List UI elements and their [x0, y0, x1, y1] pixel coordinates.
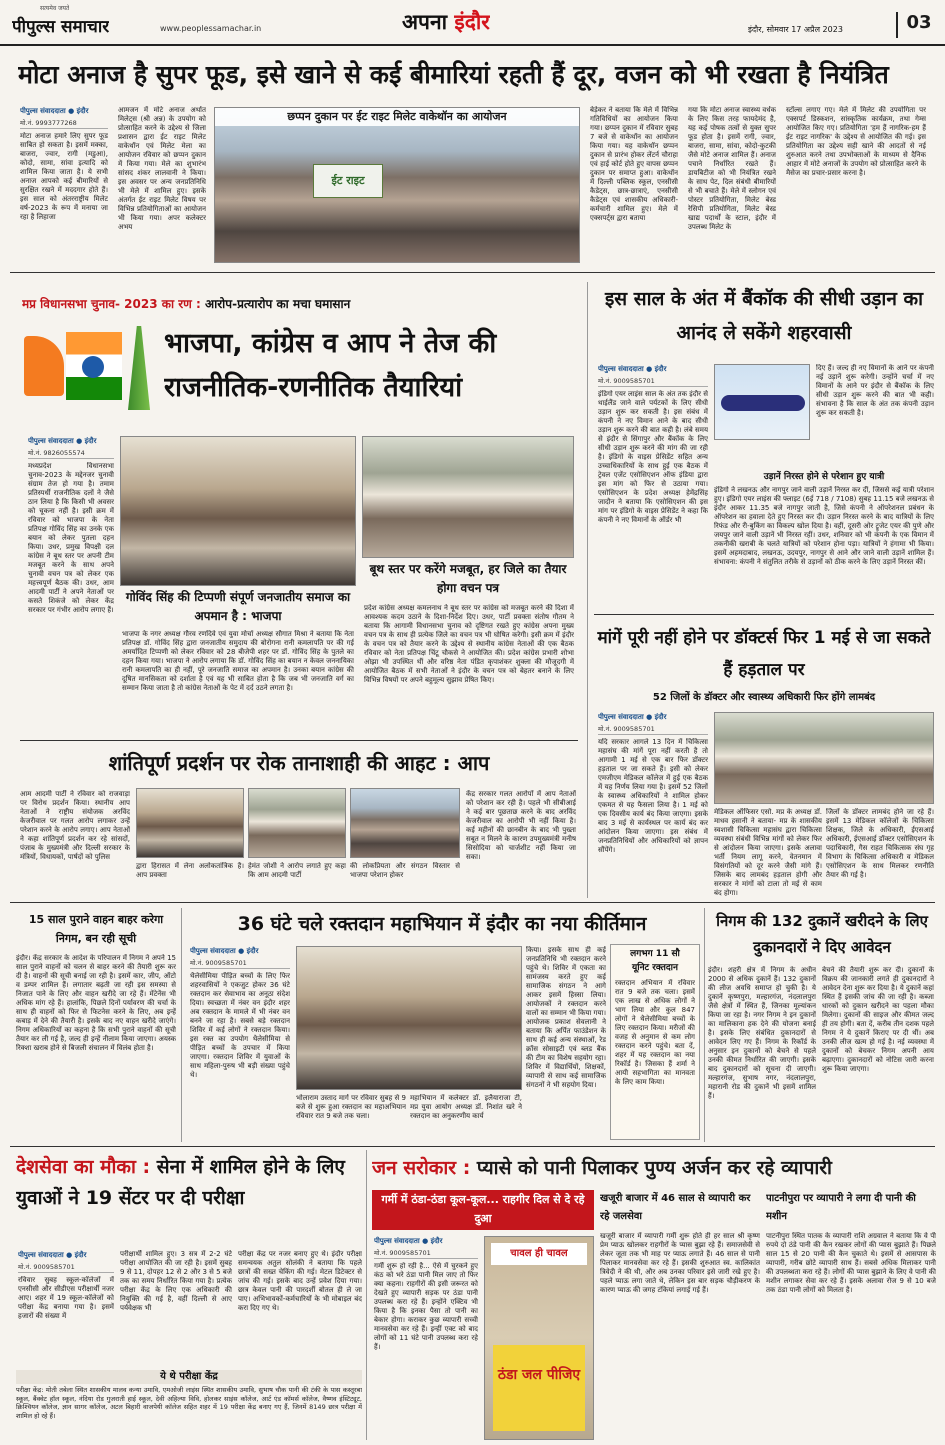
doctors-subhead: 52 जिलों के डॉक्टर और स्वास्थ्य अधिकारी फिर होंगे लामबंद [652, 692, 876, 703]
bjp-protest-photo [120, 436, 356, 586]
election-headline: भाजपा, कांग्रेस व आप ने तेज की राजनीतिक-रणनीतिक तैयारियां [164, 328, 497, 403]
army-col3: परीक्षा केंद्र पर नजर बनाए हुए थे। इंदौर परीक्षा समन्वयक अतुल सोलंकी ने बताया कि पहले छात्रों की सख्त चेकिंग की गई। मेटल डिटेक्टर से जांच की गई। इसके बाद उन्हें प्रवेश दिया गया। छात्र केवल पानी की पारदर्शी बोतल ही ले जा पाए। अभिभावकों-कर्मचारियों के भी मोबाइल बंद करा दिए गए थे। [238, 1250, 362, 1312]
paper-name: पीपुल्स समाचार [12, 17, 110, 37]
bangkok-subhead: उड़ानें निरस्त होने से परेशान हुए यात्री [763, 472, 885, 482]
aap-col2: केंद्र सरकार गलत आरोपों में आप नेताओं को परेशान कर रही है। पहले भी सीबीआई ने कई बार पूछताछ करने के बाद अरविंद केजरीवाल का आरोपी भी नहीं किया है। कई महीनों की छानबीन के बाद भी पुख्ता सबूत न मिलने के कारण उपमुख्यमंत्री मनीष सिसोदिया को चार्जशीट नहीं किया जा सका। [466, 790, 576, 861]
army-byline: पीपुल्स संवाददाता ● इंदौर [18, 1251, 87, 1259]
election-byline: पीपुल्स संवाददाता ● इंदौर [28, 437, 97, 445]
lead-col4: गया कि मोटा अनाज स्वास्थ्य वर्धक के लिए किस तरह फायदेमंद है, यह कई पोषक तत्वों से युक्त सुपर फूड होता है। इसमें रागी, ज्वार, बाजरा, सामा, सांवा, कोदो-कुटकी जैसे मोटे अनाज शामिल हैं। अनाज पचाने निर्धारित रखते हैं। डायबिटीज को भी नियंत्रित रखने के साथ पेट, दिल संबंधी बीमारियों से भी बचाते हैं। मेले में स्लोगन एवं पोस्टर प्रतियोगिता, मिलेट बेस्ड रेसिपी प्रतियोगिता, मिलेट बेस्ड खाद्य पदार्थों के स्टाल, इंदौर में उपलब्ध मिलेट के [688, 106, 776, 231]
divider [587, 282, 588, 898]
blood-caption-1: भोलाराम उस्ताद मार्ग पर रविवार सुबह से 9 बजे से शुरू हुआ रक्तदान का महाअभियान रविवार रात 9 बजे तक चला। [296, 1094, 406, 1120]
election-kicker [22, 294, 577, 316]
hand-icon [82, 356, 104, 378]
bangkok-col1: इंडिगो एयर लाइंस साल के अंत तक इंदौर से थाईलैंड जाने वाले पर्यटकों के लिए सीधी उड़ान शुरू कर सकती है। इस संबंध में कंपनी ने नए विमान आने के बाद सीधी उड़ान शुरू करने की बात कही है। लंबे समय से इंदौर से सिंगापुर और बैंकॉक के लिए सीधी उड़ान शुरू करने की मांग की जा रही है। इंडिगो के वाइस प्रेसिडेंट सहित अन्य उच्चाधिकारियों के साथ हुई एक बैठक में ट्रेवल एजेंट एसोसिएशन ऑफ इंडिया द्वारा इस मांग को फिर से उठाया गया। एसोसिएशन के प्रदेश अध्यक्ष हेमेंद्रसिंह जादौन ने बताया कि एसोसिएशन की इस मांग पर इंडिगो के वाइस प्रेसिडेंट ने कहा कि कंपनी ने नए विमानों के ऑर्डर भी [598, 390, 708, 524]
army-headline [16, 1152, 362, 1242]
doctors-byline: पीपुल्स संवाददाता ● इंदौर [598, 713, 667, 721]
jansarokar-col1: गर्मी शुरू हो रही है... ऐसे में चुरकने हुए कंठ को भरे ठंडा पानी मिल जाए तो फिर क्या कहना। राहगीरों की इसी जरूरत को देखते हुए व्यापारी सड़क पर ठंडा पानी उपलब्ध करा रहे हैं। इन्होंने एक्टिव भी किया है कि इनका पैसा तो पानी का बेकार होगा। कराकर कुछ व्यापारी सच्ची मानवसेवा कर रहे हैं। इन्हीं एक्ट को बाद लोगों को 11 घंटे पानी उपलब्ध करा रहे हैं। [374, 1262, 478, 1351]
jansarokar-sub1: गर्मी में ठंडा-ठंडा कूल-कूल... राहगीर दिल से दे रहे दुआ [372, 1190, 594, 1230]
army-col1: रविवार सुबह स्कूल-कॉलेजों में एनसीसी और सीडीएस परीक्षार्थी नजर आए। शहर में 19 स्कूल-कॉलेजों को परीक्षा केंद्र बनाया गया है। इसमें हजारों की संख्या में [18, 1276, 114, 1320]
aap-photo-1 [136, 788, 244, 858]
broom-icon [128, 326, 150, 410]
jansarokar-sub2: खजूरी बाजार में 46 साल से व्यापारी कर रहे जलसेवा [600, 1193, 751, 1222]
blood-col2: किया। इसके साथ ही कई जनप्रतिनिधि भी रक्तदान करने पहुंचे थे। शिविर में एकता का सामंजस्य करते हुए कई सामाजिक संगठन ने आगे आकर इसमें हिस्सा लिया। आयोजकों ने रक्तदान करने वालों का सम्मान भी किया गया। आयोजक प्रकाश सेवलानी ने बताया कि अर्पित फाउंडेशन के साथ ही कई अन्य संस्थाओं, रेड क्रॉस सोसाइटी एवं ब्लड बैंक की टीम का विशेष सहयोग रहा। शिविर में विद्यार्थियों, शिक्षकों, व्यापारी से साथ कई सामाजिक संगठनों ने भी सहयोग दिया। [526, 946, 606, 1089]
rice-shop-sign: चावल ही चावल [491, 1243, 587, 1265]
section-prefix: अपना [402, 10, 448, 34]
aap-photo-2 [248, 788, 346, 858]
blood-donation-photo [296, 946, 522, 1090]
jansarokar-col2: खजूरी बाजार में व्यापारी गर्मी शुरू होते ही हर साल श्री कृष्ण प्रेम प्याऊ खोलकर राहगीरों के प्यास बुझा रहे हैं। समाजसेवी से लेकर जूता तक भी माह पर प्याऊ लगाते हैं। 46 साल से पानी पिलाकर मानवसेवा कर रहे हैं। इसकी शुरुआत स्व. कालिकांत त्रिवेदी ने की थी, और अब उनका परिवार इसे जारी रखे हुए है। पहले प्याऊ लगा जाते थे, लेकिन इस बार सड़क चौड़ीकरण के कारण प्याऊ की जगह टंकियां लगाई गई हैं। [600, 1232, 760, 1294]
army-col2: परीक्षार्थी शामिल हुए। 3 सत्र में 2-2 घंटे परीक्षा आयोजित की जा रही है। इसमें सुबह 9 से 11, दोपहर 12 से 2 और 3 से 5 बजे तक का समय निर्धारित किया गया है। प्रत्येक परीक्षा केंद्र के लिए एक अधिकारी की नियुक्ति की गई है, वहीं दिल्ली से आए पर्यवेक्षक भी [120, 1250, 232, 1312]
lead-col3: बेड़ेकर ने बताया कि मेले में विभिन्न गतिविधियों का आयोजन किया गया। छप्पन दुकान में रविवार सुबह 7 बजे से वाकेथॉन का आयोजन किया गया। यह वाकेथॉन छप्पन दुकान से प्रारंभ होकर लेंटर्न चौराहा एवं हाई कोर्ट होते हुए वापस छप्पन दुकान पर समाप्त हुआ। वाकेथॉन में दिल्ली पब्लिक स्कूल, एनसीसी कैडेट्स, छात्र-छात्राएं, एनसीसी कैडेट्स एवं शासकीय अधिकारी-कर्मचारी शामिल हुए। मेले में एक्सपर्ट्स द्वारा बताया [590, 106, 678, 222]
indigo-plane-photo [714, 364, 810, 440]
lead-byline: पीपुल्स संवाददाता ● इंदौर [20, 107, 89, 115]
bangkok-headline: इस साल के अंत में बैंकॉक की सीधी उड़ान का आनंद ले सकेंगे शहरवासी [604, 288, 924, 344]
jansarokar-col3: पाटनीपुरा स्थित पातक के व्यापारी राशि अग्रवाल ने बताया कि वे पी रुपये दो ठंडे पानी की कैन रखकर लोगों की प्यास बुझाते हैं। पिछले साल 15 से 20 पानी की कैन चुकाते थे। इसमें से आसपास के व्यापारी, गरीब छोटे व्यापारी साथ हैं। सबसे अधिक मिलाकर पानी की उपलब्धता करा रहे हैं। लोगों की प्यास बुझाने के लिए वे पानी की मशीन लगाकर सेवा कर रहे हैं। इसके अलावा रोज 9 से 10 बजे तक ठंडा पानी लोगों को मिलता है। [766, 1232, 936, 1294]
jansarokar-sub3: पाटनीपुरा पर व्यापारी ने लगा दी पानी की मशीन [766, 1193, 916, 1222]
bangkok-col3: इंडिगो ने लखनऊ और नागपुर जाने वाली उड़ानें निरस्त कर दीं, जिससे कई यात्री परेशान हुए। इंडिगो एयर लाइंस की फ्लाइट (6ई 718 / 7108) सुबह 11.15 बजे लखनऊ से इंदौर आकर 11.35 बजे नागपुर जाती है, जिसे कंपनी ने ऑपरेशनल प्रबंधन के ऑपरेशन का हवाला देते हुए निरस्त कर दी। उड़ान निरस्त करने के बाद यात्रियों के लिए रिफंड और री-बुकिंग का विकल्प खोल दिया है। वहीं, दूसरी ओर ट्रूजेट एयर की पुणे और जयपुर जाने वाली उड़ानें भी निरस्त रहीं। उधर, शनिवार को भी कंपनी के एक विमान में तकनीकी खराबी के चलते यात्रियों को परेशान होना पड़ा। यात्रियों ने हंगामा भी किया। इसमें अहमदाबाद, लखनऊ, उदयपुर, नागपुर से आने और जाने वाली उड़ानें शामिल हैं। संभावना: कंपनी ने संतुलित तरीके से उड़ानों को ठीक करने के लिए उड़ानें निरस्त कीं। [714, 486, 934, 566]
lead-col2: आमजन में मोटे अनाज अर्थात मिलेट्स (श्री अन्न) के उपयोग को प्रोत्साहित करने के उद्देश्य से जिला प्रशासन द्वारा ईट राइट मिलेट वाकेथॉन एवं मिलेट मेला का आयोजन रविवार को छप्पन दुकान में किया गया। मेले का शुभारंभ सांसद शंकर लालवानी ने किया। इस अवसर पर अन्य जनप्रतिनिधि भी मेले में शामिल हुए। इसके अंतर्गत ईट राइट मिलेट विषय पर विभिन्न प्रतियोगिताओं का आयोजन भी किया गया। अपर कलेक्टर अभय [118, 106, 206, 231]
election-kicker-right: आरोप-प्रत्यारोप का मचा घमासान [205, 297, 351, 311]
divider [10, 1146, 935, 1147]
divider [20, 740, 578, 741]
army-mobile: मो.नं. 9009585701 [18, 1263, 114, 1273]
aap-col1: आम आदमी पार्टी ने रविवार को राजवाड़ा पर विरोध प्रदर्शन किया। स्थानीय आप नेताओं ने राष्ट्रीय संयोजक अरविंद केजरीवाल पर गलत आरोप लगाकर उन्हें परेशान करने के आरोप लगाए। आप नेताओं ने कहा शांतिपूर्ण प्रदर्शन कर रहे सांसदों, पंजाब के मुख्यमंत्री और दिल्ली सरकार के मंत्रियों, विधायकों, पार्षदों को पुलिस [20, 790, 130, 861]
doctors-mobile: मो.नं. 9009585701 [598, 725, 708, 735]
divider [594, 614, 934, 615]
divider [181, 908, 182, 1142]
lead-col1: मोटा अनाज हमारे लिए सुपर फूड साबित हो सकता है। इसमें मक्का, बाजरा, ज्वार, रागी (मडुआ), कोदो, सामा, सांवा इत्यादि को शामिल किया जाता है। ये सभी अनाज आपको कई बीमारियों से सुरक्षित रखने में मददगार होते हैं। इस साल को अंतरराष्ट्रीय मिलेट वर्ष-2023 के रूप में मनाया जा रहा है लिहाजा [20, 132, 108, 221]
doctors-caption: मेडिकल ऑफिसर एसो. मप्र के अध्यक्ष डॉ. माधव हसानी ने बताया- मप्र के शासकीय स्वशासी चिकित्सा महासंघ द्वारा चिकित्सा व्यवस्था संबंधी विभिन्न मांगों को लेकर फिर से आंदोलन किया जाएगा। इसके अलावा भर्ती नियम लागू करने, वेतनमान में विसंगतियों को दूर करने जैसी मांगे हैं। जिसके बाद लामबंद हड़ताल होगी और सरकार ने मांगों को टाला तो मई से काम बंद होगा। [714, 808, 822, 896]
election-kicker-left: मप्र विधानसभा चुनाव- 2023 का रण : [22, 297, 201, 311]
doctors-photo [714, 712, 934, 804]
election-party-flags [20, 322, 160, 414]
blood-stat-box [610, 944, 700, 1140]
lead-photo-banner: ईट राइट [313, 164, 383, 198]
bangkok-mobile: मो.नं. 9009585701 [598, 377, 708, 387]
blood-mobile: मो.नं. 9009585701 [190, 959, 290, 969]
doctors-col2: जिलों के डॉक्टर लामबंद होने जा रहे हैं। इसमें 13 मेडिकल कॉलेजों के चिकित्सा शिक्षक, जिले के अधिकारी, ईएसआई अधिकारी, ईएसआई डॉक्टर एसोसिएशन के पदाधिकारी, गैस राहत चिकित्सक संघ गृह विभाग के चिकित्सा अधिकारी व मेडिकल एसोसिएशन के साथ मिलकर रणनीति तैयार की गई है। [826, 808, 934, 879]
bjp-flag [24, 336, 64, 396]
blood-byline: पीपुल्स संवाददाता ● इंदौर [190, 947, 259, 955]
bangkok-col2: दिए हैं। जल्द ही नए विमानों के आने पर कंपनी नई उड़ानें शुरू करेगी। उन्होंने चर्चा में नए विमानों के आने पर इंदौर से बैंकॉक के लिए सीधी उड़ान शुरू करने की बात भी कही। संभावना है कि साल के अंत तक कंपनी उड़ान शुरू कर सकती है। [816, 364, 934, 417]
aap-caption-3: की लोकप्रियता और संगठन विस्तार से भाजपा परेशान होकर [350, 862, 460, 879]
army-centers-title: ये थे परीक्षा केंद्र [16, 1370, 362, 1384]
masthead [0, 0, 945, 46]
shops-col1: इंदौर। शहरी क्षेत्र में निगम के अधीन 2000 से अधिक दुकानें हैं। 132 दुकानों की लीज अवधि समाप्त हो चुकी है। ये दुकानें कृष्णपुरा, मल्हारगंज, नंदलालपुरा जैसे क्षेत्रों में स्थित हैं, जिनका मूल्यांकन किया जा रहा है। नगर निगम ने इन दुकानों का मालिकाना हक देने की योजना बनाई है। इसके लिए संबंधित दुकानदारों से आवेदन लिए गए हैं। निगम के रिकॉर्ड के अनुसार इन दुकानों को बेचने से पहले उनकी कीमत निर्धारित की जाएगी। इसके बाद दुकानदारों को सूचना दी जाएगी। मल्हारगंज, सुभाष नगर, नंदलालपुरा, महारानी रोड की दुकानें भी इसमें शामिल हैं। [708, 966, 816, 1100]
army-kicker: देशसेवा का मौका : [16, 1156, 151, 1178]
aap-headline: शांतिपूर्ण प्रदर्शन पर रोक तानाशाही की आहट : आप [108, 751, 490, 775]
section-city: इंदौर [454, 10, 490, 34]
shops-col2: बेचने की तैयारी शुरू कर दी। दुकानों के विक्रय की जानकारी लगते ही दुकानदारों ने आवेदन देना शुरू कर दिया है। ये दुकानें कहां स्थित हैं इसकी जांच की जा रही है। कब्जा धारकों को दुकान खरीदने का पहला मौका मिलेगा। दुकानों की साइज और कीमत जल्द ही तय होगी। बता दें, करीब तीन दशक पहले निगम ने ये दुकानें किराए पर दी थीं। अब उनकी लीज खत्म हो गई है। नई व्यवस्था में दुकानों को बेचकर निगम अपनी आय बढ़ाएगा। दुकानदारों को नोटिस जारी करना शुरू किया जाएगा। [822, 966, 934, 1073]
lead-headline: मोटा अनाज है सुपर फूड, इसे खाने से कई बीमारियां रहती हैं दूर, वजन को भी रखता है नियंत्रित [18, 60, 889, 89]
dateline: इंदौर, सोमवार 17 अप्रैल 2023 [748, 25, 843, 34]
paper-tagline: सत्यमेव जयते [40, 5, 70, 12]
blood-caption-2: महाभियान में कलेक्टर डॉ. इलैयाराजा टी, मप्र युवा आयोग अध्यक्ष डॉ. निशांत खरे ने रक्तदान का अनुकरणीय कार्य [410, 1094, 522, 1120]
bangkok-byline: पीपुल्स संवाददाता ● इंदौर [598, 365, 667, 373]
jansarokar-headline-text: प्यासे को पानी पिलाकर पुण्य अर्जन कर रहे व्यापारी [476, 1157, 832, 1179]
jansarokar-kicker: जन सरोकार : [372, 1157, 471, 1179]
plane-icon [721, 395, 805, 411]
blood-stat-body: रक्तदान अभियान में रविवार रात 9 बजे तक चला। इसमें एक लाख से अधिक लोगों ने भाग लिया और कुल 847 लोगों ने थैलेसीमिया बच्चों के लिए रक्तदान किया। मरीजों की वजह से अनुमान से कम लोग रक्तदान करने पहुंचे। बता दें, शहर में यह रक्तदान का नया रिकॉर्ड है। जिसका हैं शर्मा ने आयी सहभागिता का मानवता के लिए काम किया। [615, 979, 695, 1086]
aap-caption-2: हेमंत जोशी ने आरोप लगाते हुए कहा कि आम आदमी पार्टी [248, 862, 346, 879]
congress-meeting-photo [362, 436, 574, 558]
section-title [402, 8, 490, 36]
lead-mobile: मो.नं. 9993777268 [20, 119, 108, 129]
divider [366, 1150, 367, 1440]
election-col2: भाजपा के नगर अध्यक्ष गौरव रणदिवे एवं युवा मोर्चा अध्यक्ष सौगात मिश्रा ने बताया कि नेता प्रतिपक्ष डॉ. गोविंद सिंह द्वारा जनजातीय समुदाय की बोरोगना रानी कमलापति पर की गई अमर्यादित टिप्पणी को लेकर रविवार को 28 बीजेपी शहर पर डॉ. गोविंद सिंह के पुतले का दहन किया गया। भाजपा ने आरोप लगाया कि डॉ. गोविंद सिंह का बयान न केवल जननायिका रानी कमलापति का ही नहीं, पूरे जनजाति समाज का अपमान है। उनका बयान कांग्रेस की दूषित मानसिकता को दर्शाता है एवं यह भी साबित होता है कि जब भी जनजाति वर्ग का सम्मान किया जाता है तो कांग्रेस नेताओं के पेट में दर्द उठने लगता है। [122, 630, 354, 692]
blood-stat-title-2: यूनिट रक्तदान [632, 963, 678, 973]
election-mobile: मो.नं. 9826055574 [28, 449, 114, 459]
page-number: 03 [896, 12, 940, 38]
doctors-col1: यदि सरकार आगले 13 दिन में चिकित्सा महासंघ की मांगें पूरा नहीं करती है तो आगामी 1 मई से एक बार फिर डॉक्टर हड़ताल पर जा सकते हैं। इसी को लेकर एमजीएम मेडिकल कॉलेज में हुई एक बैठक में यह निर्णय लिया गया है। इसमें 52 जिलों के स्वास्थ्य अधिकारियों ने शामिल होकर एकमत से यह फैसला लिया है। 1 मई को एक दिवसीय कार्य बंद किया जाएगा। इसके बाद 3 मई से कार्यस्थल पर कार्य बंद कर आंदोलन किया जाएगा। इस संबंध में जनप्रतिनिधियों और अधिकारियों को ज्ञापन सौंपेंगे। [598, 738, 708, 854]
jansarokar-byline: पीपुल्स संवाददाता ● इंदौर [374, 1237, 443, 1245]
jansarokar-headline [372, 1152, 936, 1186]
election-sub1: गोविंद सिंह की टिप्पणी संपूर्ण जनजातीय समाज का अपमान है : भाजपा [122, 588, 354, 628]
jansarokar-mobile: मो.नं. 9009585701 [374, 1249, 478, 1259]
lead-photo [214, 107, 580, 263]
water-cooler-photo [484, 1236, 594, 1440]
doctors-headline: मांगें पूरी नहीं होने पर डॉक्टर्स फिर 1 मई से जा सकते हैं हड़ताल पर [597, 628, 931, 680]
election-col1: मध्यप्रदेश विधानसभा चुनाव-2023 के मद्देनजर चुनावी संग्राम तेज हो गया है। तमाम प्रतिस्पर्धी राजनीतिक दलों ने जैसे ठान लिया है कि किसी भी अवसर को चूकना नहीं है। इसी क्रम में रविवार को भाजपा के नेता प्रतिपक्ष गोविंद सिंह का उनके एक बयान को लेकर पुतला दहन किया। उधर, प्रमुख विपक्षी दल कांग्रेस ने बूथ स्तर पर अपनी टीम मजबूत करने के साथ अपने चुनावी वचन पत्र को लेकर एक महत्त्वपूर्ण बैठक की। उधर, आम आदमी पार्टी ने अपने नेताओं पर कसते शिकंजे को लेकर केंद्र सरकार पर गंभीर आरोप लगाए हैं। [28, 462, 114, 614]
cold-water-sign: ठंडा जल पीजिए [493, 1345, 585, 1431]
vehicles-body: इंदौर। केंद्र सरकार के आदेश के परिपालन में निगम ने अपने 15 साल पुराने वाहनों को चलन से बाहर करने की तैयारी शुरू कर दी है। वाहनों की सूची बनाई जा रही है। इसमें कार, जीप, ऑटो व डम्पर शामिल हैं। लगातार बढ़ती जा रही इस समस्या से निजात पाने के लिए और वाहन खरीदे जा रहे हैं। मेंटेनेंस भी अधिक मांग रहे हैं। हालांकि, पिछले दिनों पर्यावरण की चर्चा के साथ ही वाहनों को फिर से फिटनेस करने के लिए, अब इन्हें कबाड़ में देने की तैयारी है। इसके बाद नए वाहन खरीदे जाएंगे। निगम अधिकारियों का कहना है कि सभी पुराने वाहनों की सूची तैयार कर ली गई है, जल्द ही इन्हें नीलाम किया जाएगा। अयस्क रिक्शा खराब होने से बिजली संचालन में विलंब होता है। [16, 954, 176, 1052]
divider [10, 902, 935, 903]
blood-col1: थैलेसीमिया पीड़ित बच्चों के लिए फिर शहरवासियों ने एकजुट होकर 36 घंटे रक्तदान कर सेवाभाव का अनूठा संदेश दिया। स्वच्छता में नंबर वन इंदौर शहर अब रक्तदान के मामले में भी नंबर वन बनने जा रहा है। सबसे बड़े रक्तदान शिविर में कई लोगों ने रक्तदान किया। इस रक्त का उपयोग थैलेसीमिया से पीड़ित बच्चों के उपचार में किया जाएगा। रक्तदान शिविर में युवाओं के साथ महिला-पुरुष भी बड़ी संख्या पहुंचे थे। [190, 972, 290, 1079]
aap-photo-3 [350, 788, 460, 858]
blood-headline: 36 घंटे चले रक्तदान महाभियान में इंदौर का नया कीर्तिमान [237, 913, 647, 935]
election-col3: प्रदेश कांग्रेस अध्यक्ष कमलनाथ ने बूथ स्तर पर कांग्रेस को मजबूत करने की दिशा में आवश्यक कदम उठाने के दिशा-निर्देश दिए। उधर, पार्टी प्रवक्ता संतोष गौतम ने बताया कि आगामी विधानसभा चुनाव को दृष्टिगत रखते हुए कांग्रेस अपना मुख्य वचन पत्र के साथ ही प्रत्येक जिले का वचन पत्र भी घोषित करेगी। इसी क्रम में इंदौर के वचन पत्र को तैयार करने के उद्देश्य से स्थानीय कांग्रेस नेताओं की एक बैठक रविवार को नेता प्रतिपक्ष चिंटू चौकसे ने आयोजित की। प्रदेश कांग्रेस प्रभारी शोभा ओझा भी उपस्थित थीं और वरिष्ठ नेता पंडित कृपाशंकर शुक्ला की मौजूदगी में आयोजित बैठक में सभी नेताओं ने इंदौर के वचन पत्र को बेहतर बनाने के लिए विभिन्न विषयों पर अपने बहुमूल्य सुझाव प्रेषित किए। [364, 604, 574, 684]
army-headline-text: सेना में शामिल होने के लिए युवाओं ने 19 सेंटर पर दी परीक्षा [16, 1156, 345, 1209]
blood-stat-title-1: लगभग 11 सौ [630, 949, 680, 959]
divider [704, 908, 705, 1142]
divider [10, 272, 935, 273]
aap-caption-1: द्वारा हिरासत में लेना अलोकतांत्रिक है। आप प्रवक्ता [136, 862, 244, 879]
election-sub2: बूथ स्तर पर करेंगे मजबूत, हर जिले का तैयार होगा वचन पत्र [369, 562, 567, 595]
vehicles-headline: 15 साल पुराने वाहन बाहर करेगा निगम, बन रही सूची [28, 913, 164, 945]
lead-photo-caption: छप्पन दुकान पर ईट राइट मिलेट वाकेथॉन का आयोजन [215, 108, 579, 126]
paper-url[interactable]: www.peoplessamachar.in [160, 24, 262, 33]
shops-headline: निगम की 132 दुकानें खरीदने के लिए दुकानदारों ने दिए आवेदन [716, 912, 928, 956]
army-centers: परीक्षा केंद्र: मोती तबेला स्थित शासकीय मालव कन्या उमावि, एमओजी लाइंस स्थित शासकीय उमावि, सुभाष चौक पानी की टंकी के पास कस्तूरबा स्कूल, बैंक्वेट हॉल स्कूल, नंदिया रोड गुजराती हाई स्कूल, देवी अहिल्या विवि, होलकर साइंस कॉलेज, आर्ट एंड कॉमर्स कॉलेज, वैष्णव इंस्टिट्यूट, क्रिश्चियन कॉलेज, ज्ञान सागर कॉलेज, अटल बिहारी वाजपेयी कॉलेज सहित शहर में 19 परीक्षा केंद्र बनाए गए हैं, जिनमें 8149 छात्र परीक्षा में शामिल हो रहे हैं। [16, 1386, 362, 1420]
lead-col5: स्टॉल्स लगाए गए। मेले में मिलेट की उपयोगिता पर एक्सपर्ट डिस्कशन, सांस्कृतिक कार्यक्रम, तथा गेम्स आयोजित किए गए। प्रतियोगिता 'हम हैं नागरिक-हम हैं ईट राइट नागरिक' के उद्देश्य से आयोजित की गई। इस प्रतियोगिता का उद्देश्य सही खाने की आदतों से नई शुरुआत करने तथा उपभोक्ताओं के माध्यम से दैनिक आहार में मोटे अनाजों के उपयोग को प्रोत्साहित करने के मैसेज का प्रचार-प्रसार करना है। [786, 106, 926, 177]
